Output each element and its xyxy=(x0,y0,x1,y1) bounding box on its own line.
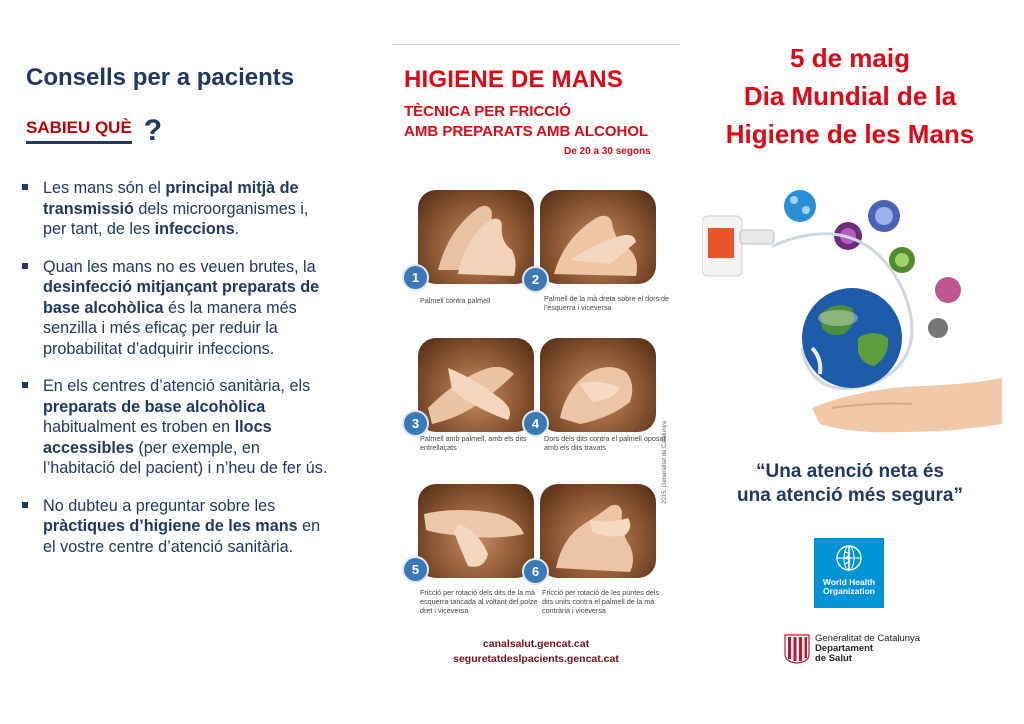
hand-hygiene-technique-panel xyxy=(392,44,680,674)
step-number: 1 xyxy=(402,264,429,291)
step-number: 6 xyxy=(522,558,549,585)
event-title-line: Dia Mundial de la xyxy=(743,81,957,111)
text-run: Les mans són el xyxy=(43,179,166,197)
generalitat-text xyxy=(815,634,920,664)
advice-text xyxy=(43,258,319,358)
text-run: en el vostre centre d’atenció sanitària. xyxy=(43,517,321,556)
generalitat-logo xyxy=(784,634,920,664)
step-number: 2 xyxy=(522,266,549,293)
bullet-icon xyxy=(22,184,28,190)
bullet-icon xyxy=(22,382,28,388)
text-run: (per exemple, en l’habitació del pacient) i n’heu de fer ús. xyxy=(43,438,328,477)
sanitizer-bottle-icon xyxy=(702,216,774,276)
emphasis-text: principal mitjà de transmissió xyxy=(43,179,299,218)
text-run: dels microorganismes i, per tant, de les xyxy=(43,199,309,238)
who-emblem-icon xyxy=(834,543,864,573)
globe-hand-illustration xyxy=(702,188,1002,448)
generalitat-emblem-icon xyxy=(784,634,810,664)
text-run: No dubteu a preguntar sobre les xyxy=(43,496,276,515)
step-caption: Palmell de la mà dreta sobre el dors de l’esquerra i viceversa xyxy=(544,294,670,312)
who-name-line: Organization xyxy=(823,586,875,596)
hands-photo xyxy=(418,190,534,284)
emphasis-text: desinfecció mitjançant preparats de base alcohòlica xyxy=(43,278,320,317)
hands-photo xyxy=(540,338,656,432)
step-caption: Palmell contra palmell xyxy=(420,296,491,305)
advice-item xyxy=(22,178,328,240)
text-run: En els centres d’atenció sanitària, els xyxy=(43,377,311,395)
text-run: és la manera més senzilla i més eficaç per reduir la probabilitat d’adquirir infeccions. xyxy=(43,298,297,358)
website-link[interactable]: canalsalut.gencat.cat xyxy=(482,638,590,650)
advice-text xyxy=(43,377,327,477)
patient-advice-panel xyxy=(0,0,350,724)
bullet-icon xyxy=(22,502,28,508)
event-date: 5 de maig xyxy=(790,43,910,73)
step-number: 5 xyxy=(402,556,429,583)
step-number: 4 xyxy=(522,410,549,437)
question-mark: ? xyxy=(143,114,163,147)
who-logo xyxy=(814,538,884,608)
hands-photo xyxy=(540,484,656,578)
step-caption: Fricció per rotació de les puntes dels dits units contra el palmell de la mà contrària i viceversa xyxy=(542,588,660,615)
text-run: . xyxy=(234,220,240,238)
subtitle: SABIEU QUÈ xyxy=(26,118,132,144)
emphasis-text: preparats de base alcohòlica xyxy=(43,397,266,416)
department-name: de Salut xyxy=(815,653,852,664)
copyright-credit: 2015. Generalitat de Catalunya xyxy=(662,420,668,504)
panel-title: Consells per a pacients xyxy=(26,64,295,91)
advice-item xyxy=(22,496,328,558)
website-links xyxy=(392,637,680,667)
emphasis-text: infeccions xyxy=(154,220,235,238)
bullet-icon xyxy=(22,263,28,269)
emphasis-text: llocs accessibles xyxy=(43,418,272,457)
advice-list xyxy=(22,178,328,574)
technique-title: HIGIENE DE MANS xyxy=(404,66,624,93)
emphasis-text: pràctiques d’higiene de les mans xyxy=(43,517,298,535)
event-title-line: Higiene de les Mans xyxy=(725,119,975,149)
campaign-quote xyxy=(700,460,1000,508)
advice-item xyxy=(22,376,328,479)
hands-photo xyxy=(418,338,534,432)
step-caption: Dors dels dits contra el palmell oposat amb els dits travats xyxy=(544,434,666,452)
globe-icon xyxy=(802,288,902,388)
technique-subtitle xyxy=(404,102,648,142)
quote-line: una atenció més segura” xyxy=(737,485,963,506)
step-caption: Palmell amb palmell, amb els dits entrellaçats xyxy=(420,434,527,452)
hands-photo xyxy=(540,190,656,284)
advice-text xyxy=(43,497,320,556)
world-day-panel xyxy=(700,0,1024,724)
department-name: Departament xyxy=(815,643,874,654)
step-number: 3 xyxy=(402,410,429,437)
website-link[interactable]: seguretatdeslpacients.gencat.cat xyxy=(453,653,619,665)
technique-subtitle-line: TÈCNICA PER FRICCIÓ xyxy=(404,103,571,120)
generalitat-name: Generalitat de Catalunya xyxy=(815,633,921,644)
step-caption: Fricció per rotació dels dits de la mà esquerra tancada al voltant del polze dret i viceversa xyxy=(420,588,538,615)
hands-photo xyxy=(418,484,534,578)
duration-label: De 20 a 30 segons xyxy=(564,146,651,157)
text-run: Quan les mans no es veuen brutes, la xyxy=(43,257,316,276)
technique-subtitle-line: AMB PREPARATS AMB ALCOHOL xyxy=(404,123,649,140)
subtitle-row xyxy=(26,116,162,146)
quote-line: “Una atenció neta és xyxy=(756,461,944,482)
divider xyxy=(392,44,680,45)
advice-item xyxy=(22,257,328,360)
who-name xyxy=(814,578,884,596)
advice-text xyxy=(43,179,308,238)
who-name-line: World Health xyxy=(822,577,876,587)
text-run: habitualment es troben en xyxy=(43,418,235,436)
